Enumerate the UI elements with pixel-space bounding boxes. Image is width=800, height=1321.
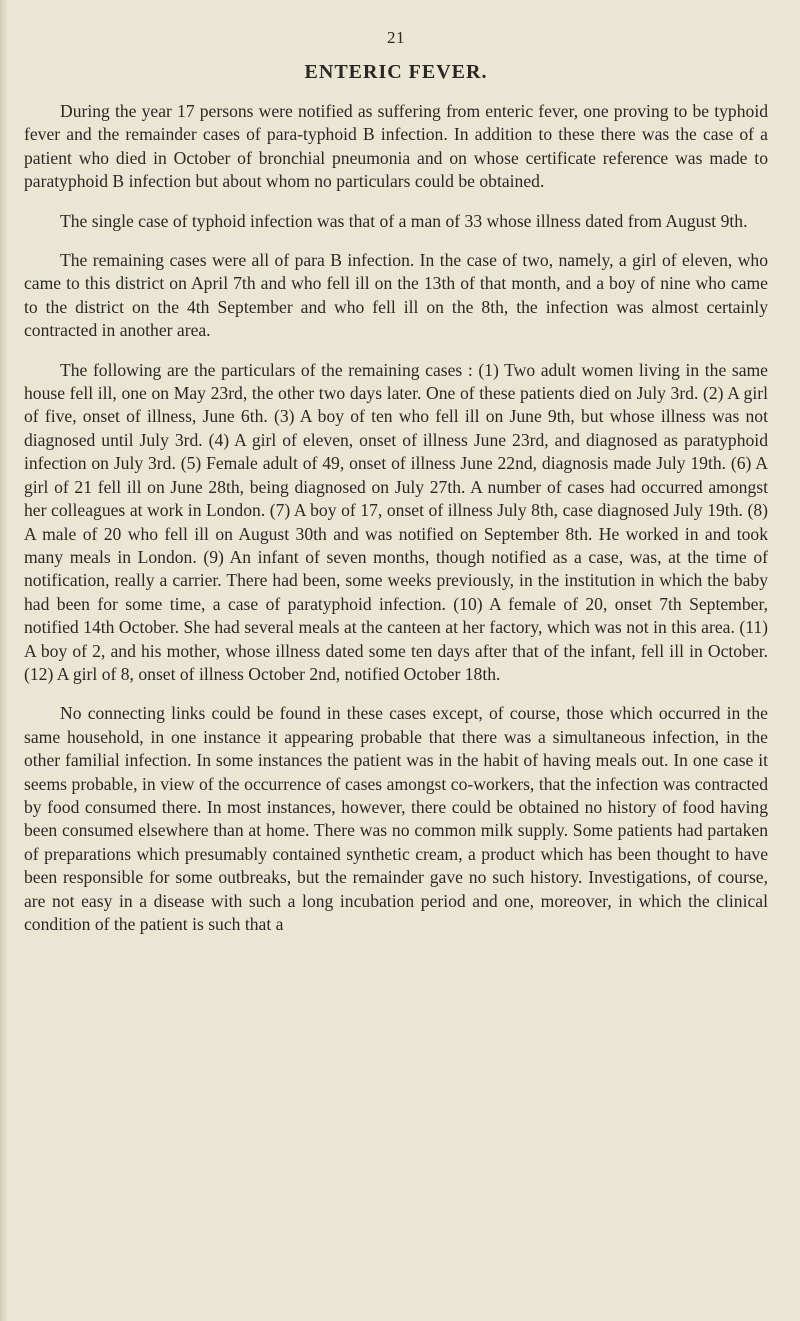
- paragraph-typhoid-case: The single case of typhoid infection was that of a man of 33 whose illness dated from August 9th.: [60, 210, 748, 231]
- paragraph-imported-cases: The remaining cases were all of para B infection. In the case of two, namely, a girl of eleven, who came to this district on April 7th and who fell ill on the 13th of that month, and a boy of nine who came to the district on the 4th September and who fell ill on the 8th, the infection was almost certainly contracted in another area.: [24, 250, 768, 341]
- page-number: 21: [387, 28, 405, 47]
- paragraph-connecting-links: No connecting links could be found in these cases except, of course, those which occurred in the same household, in one instance it appearing probable that there was a simultaneous infection, in the other familial infection. In some instances the patient was in the habit of having meals out. In one case it seems probable, in view of the occurrence of cases amongst co-workers, that the infection was contracted by food consumed there. In most instances, however, there could be obtained no history of food having been consumed elsewhere than at home. There was no common milk supply. Some patients had partaken of preparations which presumably contained synthetic cream, a product which has been thought to have been responsible for some outbreaks, but the remainder gave no such history. Investigations, of course, are not easy in a disease with such a long incubation period and one, moreover, in which the clinical condition of the patient is such that a: [24, 703, 768, 934]
- document-page: [24, 28, 768, 952]
- paragraph-case-particulars: The following are the particulars of the remaining cases : (1) Two adult women living in the same house fell ill, one on May 23rd, the other two days later. One of these patients died on July 3rd. (2) A girl of five, onset of illness, June 6th. (3) A boy of ten who fell ill on June 9th, but whose illness was not diagnosed until July 3rd. (4) A girl of eleven, onset of illness June 23rd, and diagnosed as paratyphoid infection on July 3rd. (5) Female adult of 49, onset of illness June 22nd, diagnosis made July 19th. (6) A girl of 21 fell ill on June 28th, being diagnosed on July 27th. A number of cases had occurred amongst her colleagues at work in London. (7) A boy of 17, onset of illness July 8th, case diagnosed July 19th. (8) A male of 20 who fell ill on August 30th and was notified on September 8th. He worked in and took many meals in London. (9) An infant of seven months, though notified as a case, was, at the time of notification, really a carrier. There had been, some weeks previously, in the institution in which the baby had been for some time, a case of paratyphoid infection. (10) A female of 20, onset 7th September, notified 14th October. She had several meals at the canteen at her factory, which was not in this area. (11) A boy of 2, and his mother, whose illness dated some ten days after that of the infant, fell ill in October. (12) A girl of 8, onset of illness October 2nd, notified October 18th.: [24, 359, 768, 684]
- paragraph-notifications: During the year 17 persons were notified as suffering from enteric fever, one proving to be typhoid fever and the remainder cases of para-typhoid B infection. In addition to these there was the case of a patient who died in October of bronchial pneumonia and on whose certificate reference was made to paratyphoid B infection but about whom no particulars could be obtained.: [24, 101, 768, 192]
- page-edge-shadow: [0, 0, 8, 1321]
- section-heading: ENTERIC FEVER.: [304, 61, 488, 83]
